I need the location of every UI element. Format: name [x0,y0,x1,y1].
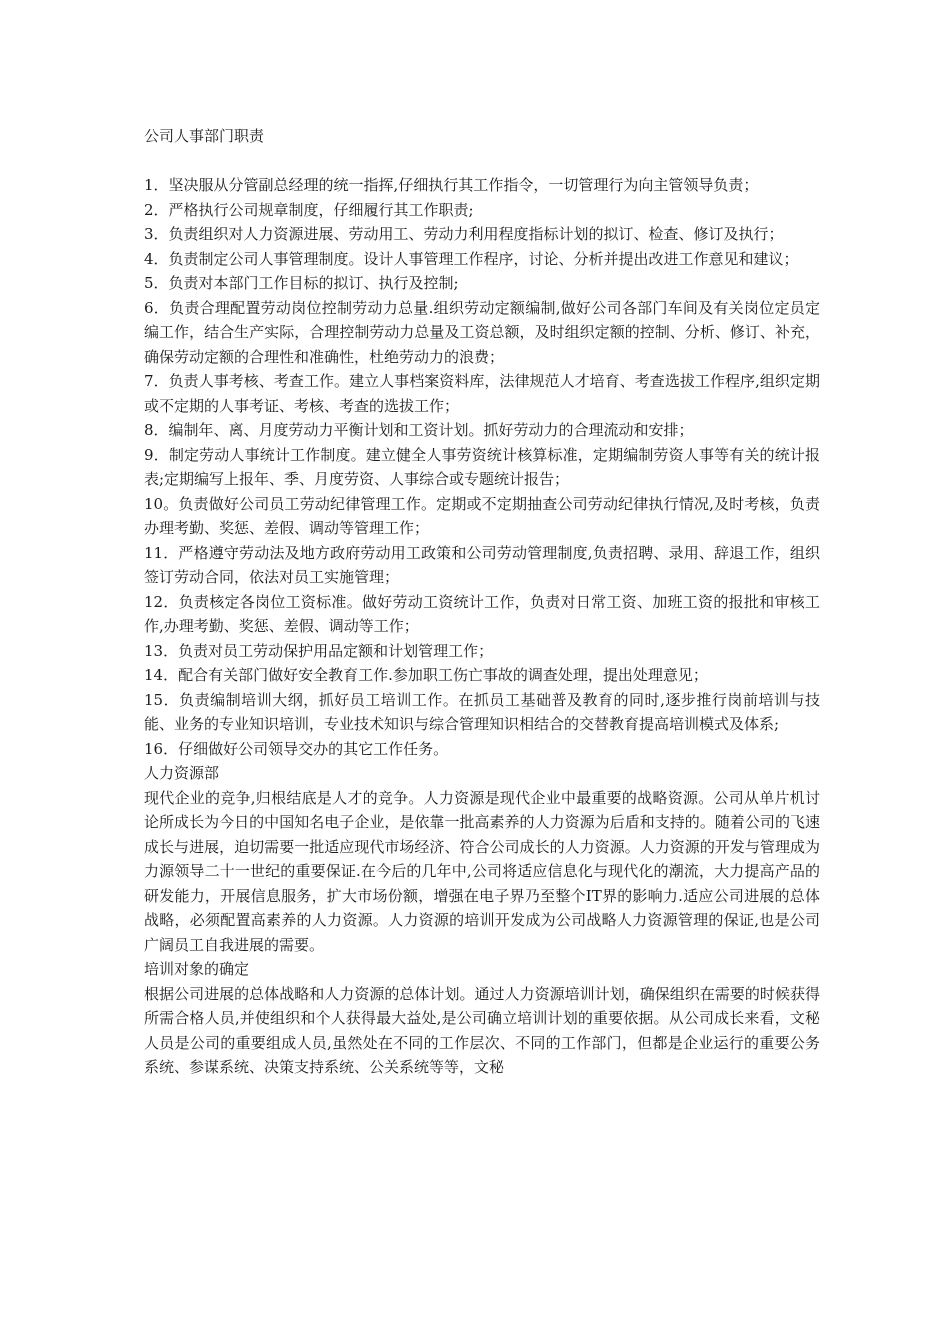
section-body-hr-department: 现代企业的竞争,归根结底是人才的竞争。人力资源是现代企业中最重要的战略资源。公司从单片机讨论所成长为今日的中国知名电子企业，是依靠一批高素养的人力资源为后盾和支持的。随着公司的飞速成长与进展，迫切需要一批适应现代市场经济、符合公司成长的人力资源。人力资源的开发与管理成为力源领导二十一世纪的重要保证.在今后的几年中,公司将适应信息化与现代化的潮流，大力提高产品的研发能力，开展信息服务，扩大市场份额，增强在电子界乃至整个IT界的影响力.适应公司进展的总体战略，必须配置高素养的人力资源。人力资源的培训开发成为公司战略人力资源管理的保证,也是公司广阔员工自我进展的需要。 [144,788,820,954]
document-page [144,124,820,1080]
duty-item-15: 15．负责编制培训大纲，抓好员工培训工作。在抓员工基础普及教育的同时,逐步推行岗前培训与技能、业务的专业知识培训，专业技术知识与综合管理知识相结合的交替教育提高培训模式及体系; [144,690,820,733]
duty-item-3: 3．负责组织对人力资源进展、劳动用工、劳动力利用程度指标计划的拟订、检查、修订及执行； [144,225,784,243]
duty-item-11: 11．严格遵守劳动法及地方政府劳动用工政策和公司劳动管理制度,负责招聘、录用、辞退工作，组织签订劳动合同，依法对员工实施管理； [144,543,820,586]
duty-item-1: 1．坚决服从分管副总经理的统一指挥,仔细执行其工作指令，一切管理行为向主管领导负责； [144,176,759,194]
duty-item-7: 7．负责人事考核、考查工作。建立人事档案资料库，法律规范人才培育、考查选拔工作程序,组织定期或不定期的人事考证、考核、考查的选拔工作； [144,372,820,415]
duty-item-13: 13．负责对员工劳动保护用品定额和计划管理工作； [144,641,494,660]
document-title: 公司人事部门职责 [144,127,265,145]
duty-item-12: 12．负责核定各岗位工资标准。做好劳动工资统计工作，负责对日常工资、加班工资的报批和审核工作,办理考勤、奖惩、差假、调动等工作； [144,592,820,635]
duty-item-14: 14．配合有关部门做好安全教育工作.参加职工伤亡事故的调查处理，提出处理意见； [144,666,708,684]
duty-item-16: 16．仔细做好公司领导交办的其它工作任务。 [144,739,449,758]
section-heading-training-targets: 培训对象的确定 [144,960,250,978]
duty-item-4: 4．负责制定公司人事管理制度。设计人事管理工作程序，讨论、分析并提出改进工作意见和建议； [144,249,799,268]
duty-item-2: 2．严格执行公司规章制度，仔细履行其工作职责; [144,200,474,219]
duty-item-6: 6．负责合理配置劳动岗位控制劳动力总量.组织劳动定额编制,做好公司各部门车间及有关岗位定员定编工作，结合生产实际，合理控制劳动力总量及工资总额，及时组织定额的控制、分析、修订、补充，确保劳动定额的合理性和准确性，杜绝劳动力的浪费； [144,298,820,366]
duty-item-10: 10。负责做好公司员工劳动纪律管理工作。定期或不定期抽查公司劳动纪律执行情况,及时考核，负责办理考勤、奖惩、差假、调动等管理工作； [144,494,820,537]
section-body-training-targets: 根据公司进展的总体战略和人力资源的总体计划。通过人力资源培训计划，确保组织在需要的时候获得所需合格人员,并使组织和个人获得最大益处,是公司确立培训计划的重要依据。从公司成长来看，文秘人员是公司的重要组成人员,虽然处在不同的工作层次、不同的工作部门，但都是企业运行的重要公务系统、参谋系统、决策支持系统、公关系统等等，文秘 [144,984,820,1076]
duty-item-8: 8．编制年、离、月度劳动力平衡计划和工资计划。抓好劳动力的合理流动和安排； [144,421,694,439]
section-heading-hr-department: 人力资源部 [144,764,220,782]
duty-item-9: 9．制定劳动人事统计工作制度。建立健全人事劳资统计核算标准，定期编制劳资人事等有关的统计报表;定期编写上报年、季、月度劳资、人事综合或专题统计报告； [144,445,820,488]
duty-item-5: 5．负责对本部门工作目标的拟订、执行及控制; [144,274,459,292]
